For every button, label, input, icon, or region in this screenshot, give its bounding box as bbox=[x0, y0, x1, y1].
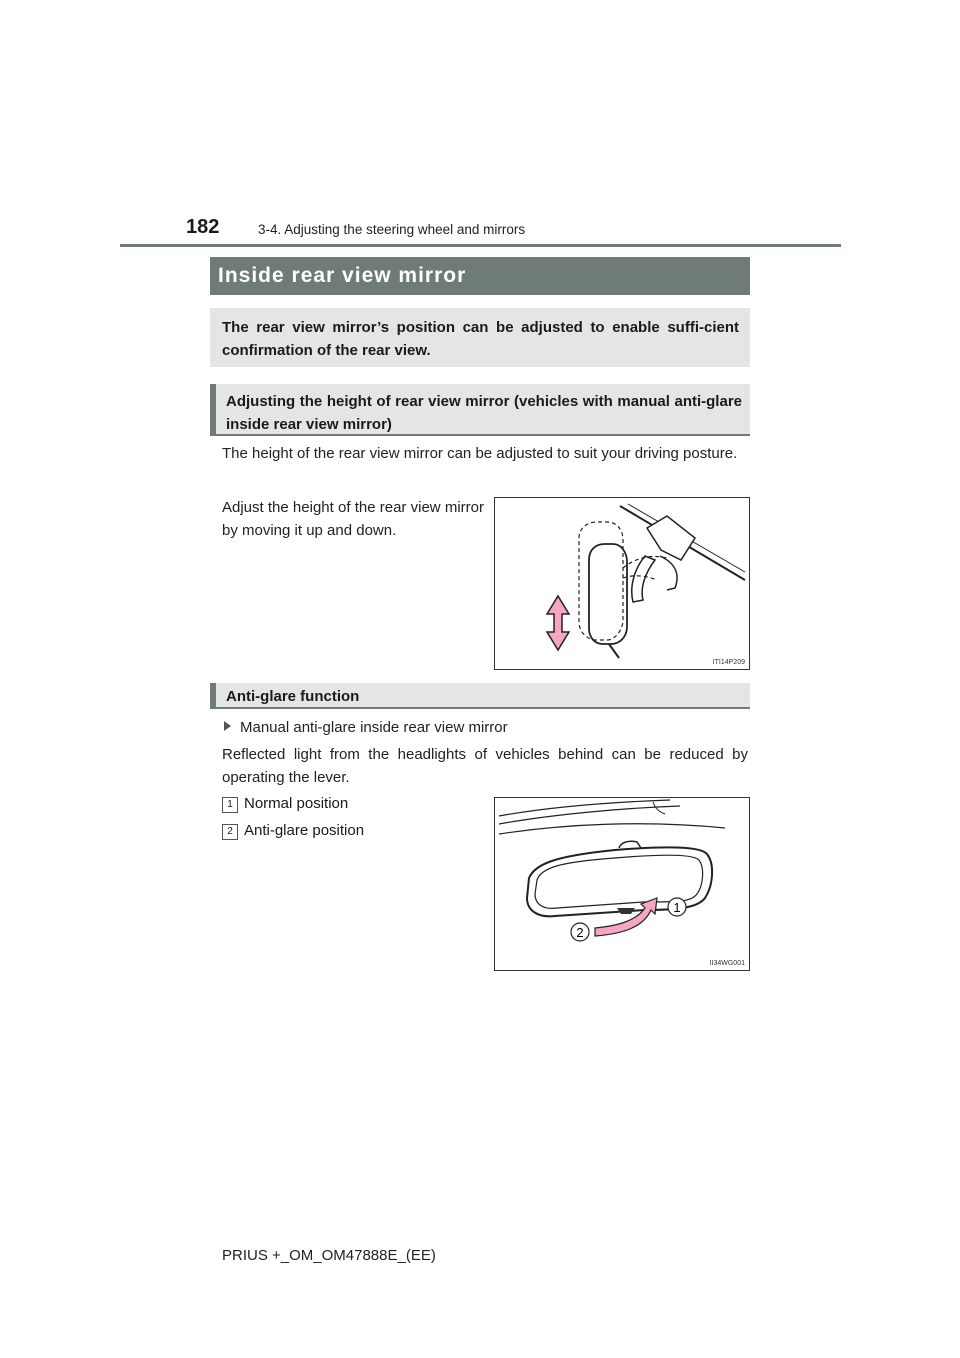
intro-box: The rear view mirror’s position can be adjusted to enable suffi-cient confirmation of the rear view. bbox=[210, 308, 750, 367]
bullet-triangle-icon bbox=[224, 721, 231, 731]
antiglare-figure bbox=[494, 797, 750, 971]
mirror-height-illustration bbox=[495, 498, 749, 669]
antiglare-illustration bbox=[495, 798, 749, 970]
page-number: 182 bbox=[186, 216, 220, 238]
figure-code: II34WG001 bbox=[709, 960, 745, 967]
figure-code: ITI14P209 bbox=[712, 659, 745, 666]
footer-doc-id: PRIUS +_OM_OM47888E_(EE) bbox=[222, 1247, 436, 1264]
bullet-item bbox=[222, 716, 508, 739]
up-down-arrow-icon bbox=[547, 596, 569, 650]
bullet-text: Manual anti-glare inside rear view mirror bbox=[240, 719, 508, 736]
antiglare-para: Reflected light from the headlights of vehicles behind can be reduced by operating the lever. bbox=[222, 746, 748, 786]
height-para-2: Adjust the height of the rear view mirror by moving it up and down. bbox=[222, 499, 484, 539]
mirror-height-figure bbox=[494, 497, 750, 670]
callout-1: 1 bbox=[673, 900, 681, 915]
item-label: Normal position bbox=[244, 795, 349, 812]
height-para-1: The height of the rear view mirror can be adjusted to suit your driving posture. bbox=[222, 445, 738, 462]
header-rule bbox=[120, 244, 841, 247]
callout-2: 2 bbox=[576, 925, 584, 940]
height-adjust-heading: Adjusting the height of rear view mirror (vehicles with manual anti-glare inside rear view mirror) bbox=[210, 384, 750, 436]
item-label: Anti-glare position bbox=[244, 822, 365, 839]
number-badge: 2 bbox=[222, 824, 238, 840]
antiglare-heading: Anti-glare function bbox=[210, 683, 750, 709]
number-badge: 1 bbox=[222, 797, 238, 813]
section-header: 3-4. Adjusting the steering wheel and mirrors bbox=[258, 222, 526, 237]
numbered-item-1 bbox=[222, 794, 348, 814]
numbered-item-2 bbox=[222, 821, 364, 841]
page-title: Inside rear view mirror bbox=[210, 257, 750, 295]
